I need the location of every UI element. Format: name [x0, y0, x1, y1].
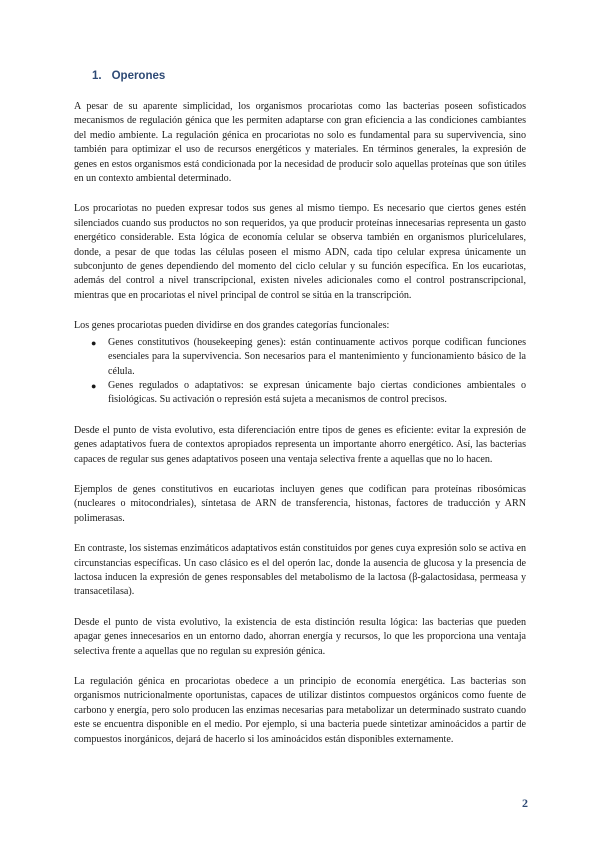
paragraph-categories-intro: Los genes procariotas pueden dividirse en dos grandes categorías funcionales: [74, 320, 390, 332]
paragraph-evolutionary-logic: Desde el punto de vista evolutivo, la existencia de esta distinción resulta lógica: las bacterias que pueden apagar genes innecesarios en un entorno dado, ahorran energía y recursos, lo que les proporciona una ventaja selectiva frente a aquellas que no regulan su expresión génica. [74, 616, 526, 657]
bullet-icon: ● [91, 337, 97, 348]
paragraph-intro: A pesar de su aparente simplicidad, los organismos procariotas como las bacterias poseen sofisticados mecanismos de regulación génica que les permiten adaptarse con gran eficiencia a las condiciones cambiantes del medio ambiente. La regulación génica en procariotas no solo es fundamental para su supervivencia, sino también para optimizar el uso de recursos energéticos y materiales. En términos generales, la expresión de genes en estos organismos está condicionada por la necesidad de producir solo aquellas proteínas que son útiles en un contexto ambiental determinado. [74, 101, 526, 185]
paragraph-gene-silencing: Los procariotas no pueden expresar todos sus genes al mismo tiempo. Es necesario que ciertos genes estén silenciados cuando sus productos no son requeridos, ya que producir proteínas innecesarias representa un gasto energético considerable. Esta lógica de economía celular se observa también en organismos pluricelulares, donde, a pesar de que todas las células poseen el mismo ADN, cada tipo celular expresa únicamente un subconjunto de genes dependiendo del momento del ciclo celular y su función específica. En los eucariotas, además del control a nivel transcripcional, existen niveles adicionales como el control postranscripcional, mientras que en procariotas el nivel principal de control se sitúa en la transcripción. [74, 203, 526, 301]
paragraph-energy-economy: La regulación génica en procariotas obedece a un principio de economía energética. Las bacterias son organismos nutricionalmente oportunistas, capaces de utilizar distintos compuestos orgánicos como fuente de carbono y energía, pero solo producen las enzimas necesarias para metabolizar un determinado sustrato cuando este se encuentra disponible en el medio. Por ejemplo, si una bacteria puede sintetizar aminoácidos a partir de compuestos inorgánicos, dejará de hacerlo si los aminoácidos están disponibles externamente. [74, 676, 526, 745]
list-item-text: Genes constitutivos (housekeeping genes): están continuamente activos porque codifican funciones esenciales para la supervivencia. Son necesarios para el mantenimiento y funcionamiento básico de la célula. [108, 336, 526, 377]
paragraph-adaptive-systems: En contraste, los sistemas enzimáticos adaptativos están constituidos por genes cuya expresión solo se activa en circunstancias específicas. Un caso clásico es el del operón lac, donde la ausencia de glucosa y la presencia de lactosa inducen la expresión de genes responsables del metabolismo de la lactosa (β-galactosidasa, permeasa y transacetilasa). [74, 543, 526, 598]
bullet-icon: ● [91, 380, 97, 391]
list-item [91, 336, 526, 379]
page-number: 2 [522, 796, 528, 810]
list-item [91, 379, 526, 408]
list-item-text: Genes regulados o adaptativos: se expresan únicamente bajo ciertas condiciones ambientales o fisiológicas. Su activación o represión está sujeta a mecanismos de control precisos. [108, 379, 526, 406]
paragraph-constitutive-examples: Ejemplos de genes constitutivos en eucariotas incluyen genes que codifican para proteínas ribosómicas (nucleares o mitocondriales), síntetasa de ARN de transferencia, histonas, factores de traducción y ARN polimerasas. [74, 483, 526, 524]
section-heading [92, 70, 526, 82]
paragraph-evolutionary-efficiency: Desde el punto de vista evolutivo, esta diferenciación entre tipos de genes es eficiente: evitar la expresión de genes adaptativos fuera de contextos apropiados representa un importante ahorro energético. Así, las bacterias capaces de regular sus genes adaptativos poseen una ventaja selectiva frente a aquellas que no lo hacen. [74, 424, 526, 465]
gene-categories-list [74, 336, 526, 408]
section-title: Operones [111, 70, 166, 82]
section-number: 1. [92, 70, 102, 82]
